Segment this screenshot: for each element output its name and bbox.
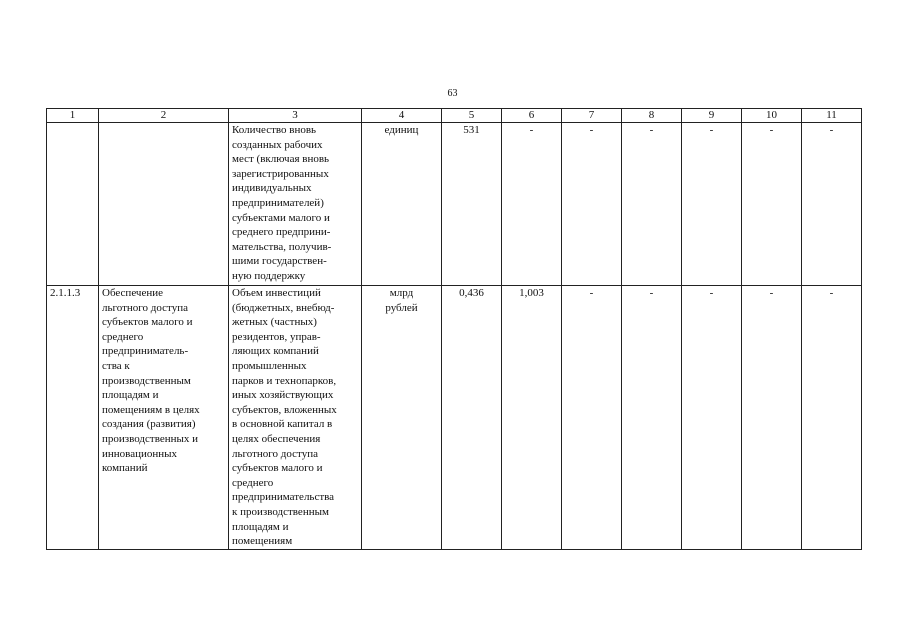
cell-text-line: индивидуальных [232, 182, 312, 195]
cell-text-line: ную поддержку [232, 269, 306, 282]
page-number: 63 [447, 88, 458, 99]
column-header: 2 [99, 109, 229, 123]
cell-text-line: мест (включая вновь [232, 153, 330, 166]
table-row [47, 123, 862, 286]
column-header: 6 [502, 109, 562, 123]
column-header: 11 [802, 109, 862, 123]
cell-text-line: помещениям [232, 535, 293, 548]
cell-text-line: субъектами малого и [232, 211, 330, 224]
column-header: 7 [562, 109, 622, 123]
cell-text-line: единиц [384, 124, 419, 136]
value-cell: - [622, 123, 682, 286]
cell-text-line: иных хозяйствующих [232, 389, 334, 402]
cell-text-line: предпринимательства [232, 491, 335, 504]
value-cell: - [742, 123, 802, 286]
cell-text-line: рублей [385, 301, 418, 314]
cell-text-line: мательства, получив- [232, 240, 332, 253]
cell-text-line: производственным [102, 374, 191, 387]
value-cell: - [742, 286, 802, 550]
unit-cell [362, 286, 442, 550]
value-cell: - [562, 286, 622, 550]
unit-cell [362, 123, 442, 286]
table-row [47, 286, 862, 550]
cell-text-line: площадям и [102, 389, 159, 402]
cell-text-line: шими государствен- [232, 255, 327, 268]
indicators-table [46, 108, 862, 550]
cell-text-line: среднего [102, 330, 144, 343]
cell-text-line: (бюджетных, внебюд- [232, 301, 335, 314]
cell-text-line: помещениям в целях [102, 403, 200, 416]
value-cell: 531 [442, 123, 502, 286]
value-cell: - [682, 123, 742, 286]
value-cell: - [622, 286, 682, 550]
cell-text-line: площадям и [232, 520, 289, 533]
column-header: 3 [229, 109, 362, 123]
cell-text-line: среднего предприни- [232, 226, 331, 239]
cell-text-line: ляющих компаний [232, 345, 319, 358]
cell-text-line: ства к [102, 359, 130, 372]
cell-text-line: предпринимателей) [232, 196, 324, 209]
column-header: 5 [442, 109, 502, 123]
cell-text-line: создания (развития) [102, 418, 196, 431]
value-cell: - [502, 123, 562, 286]
cell-text-line: льготного доступа [102, 301, 188, 314]
value-cell: - [802, 123, 862, 286]
cell-text-line: Обеспечение [102, 287, 163, 299]
measure-cell [99, 123, 229, 286]
value-cell: 1,003 [502, 286, 562, 550]
cell-text-line: компаний [102, 462, 148, 475]
column-header: 8 [622, 109, 682, 123]
cell-text-line: субъектов, вложенных [232, 403, 337, 416]
value-cell: 0,436 [442, 286, 502, 550]
cell-text-line: предприниматель- [102, 345, 189, 358]
cell-text-line: зарегистрированных [232, 167, 329, 180]
column-header: 1 [47, 109, 99, 123]
cell-text-line: млрд [389, 287, 414, 299]
value-cell: - [802, 286, 862, 550]
measure-cell [99, 286, 229, 550]
cell-text-line: резидентов, управ- [232, 330, 321, 343]
cell-text-line: в основной капитал в [232, 418, 333, 431]
code-cell [47, 123, 99, 286]
column-header: 4 [362, 109, 442, 123]
cell-text-line: промышленных [232, 359, 307, 372]
code-cell: 2.1.1.3 [47, 286, 99, 550]
cell-text-line: субъектов малого и [102, 316, 193, 329]
cell-text-line: среднего [232, 476, 274, 489]
indicator-cell [229, 123, 362, 286]
indicator-cell [229, 286, 362, 550]
header-row [47, 109, 862, 123]
value-cell: - [682, 286, 742, 550]
cell-text-line: к производственным [232, 505, 329, 518]
cell-text-line: созданных рабочих [232, 138, 323, 151]
column-header: 10 [742, 109, 802, 123]
value-cell: - [562, 123, 622, 286]
column-header: 9 [682, 109, 742, 123]
cell-text-line: Объем инвестиций [232, 287, 321, 299]
cell-text-line: парков и технопарков, [232, 374, 337, 387]
cell-text-line: жетных (частных) [232, 316, 317, 329]
cell-text-line: производственных и [102, 432, 199, 445]
cell-text-line: льготного доступа [232, 447, 318, 460]
cell-text-line: Количество вновь [232, 124, 317, 136]
cell-text-line: субъектов малого и [232, 462, 323, 475]
cell-text-line: инновационных [102, 447, 178, 460]
cell-text-line: целях обеспечения [232, 432, 321, 445]
